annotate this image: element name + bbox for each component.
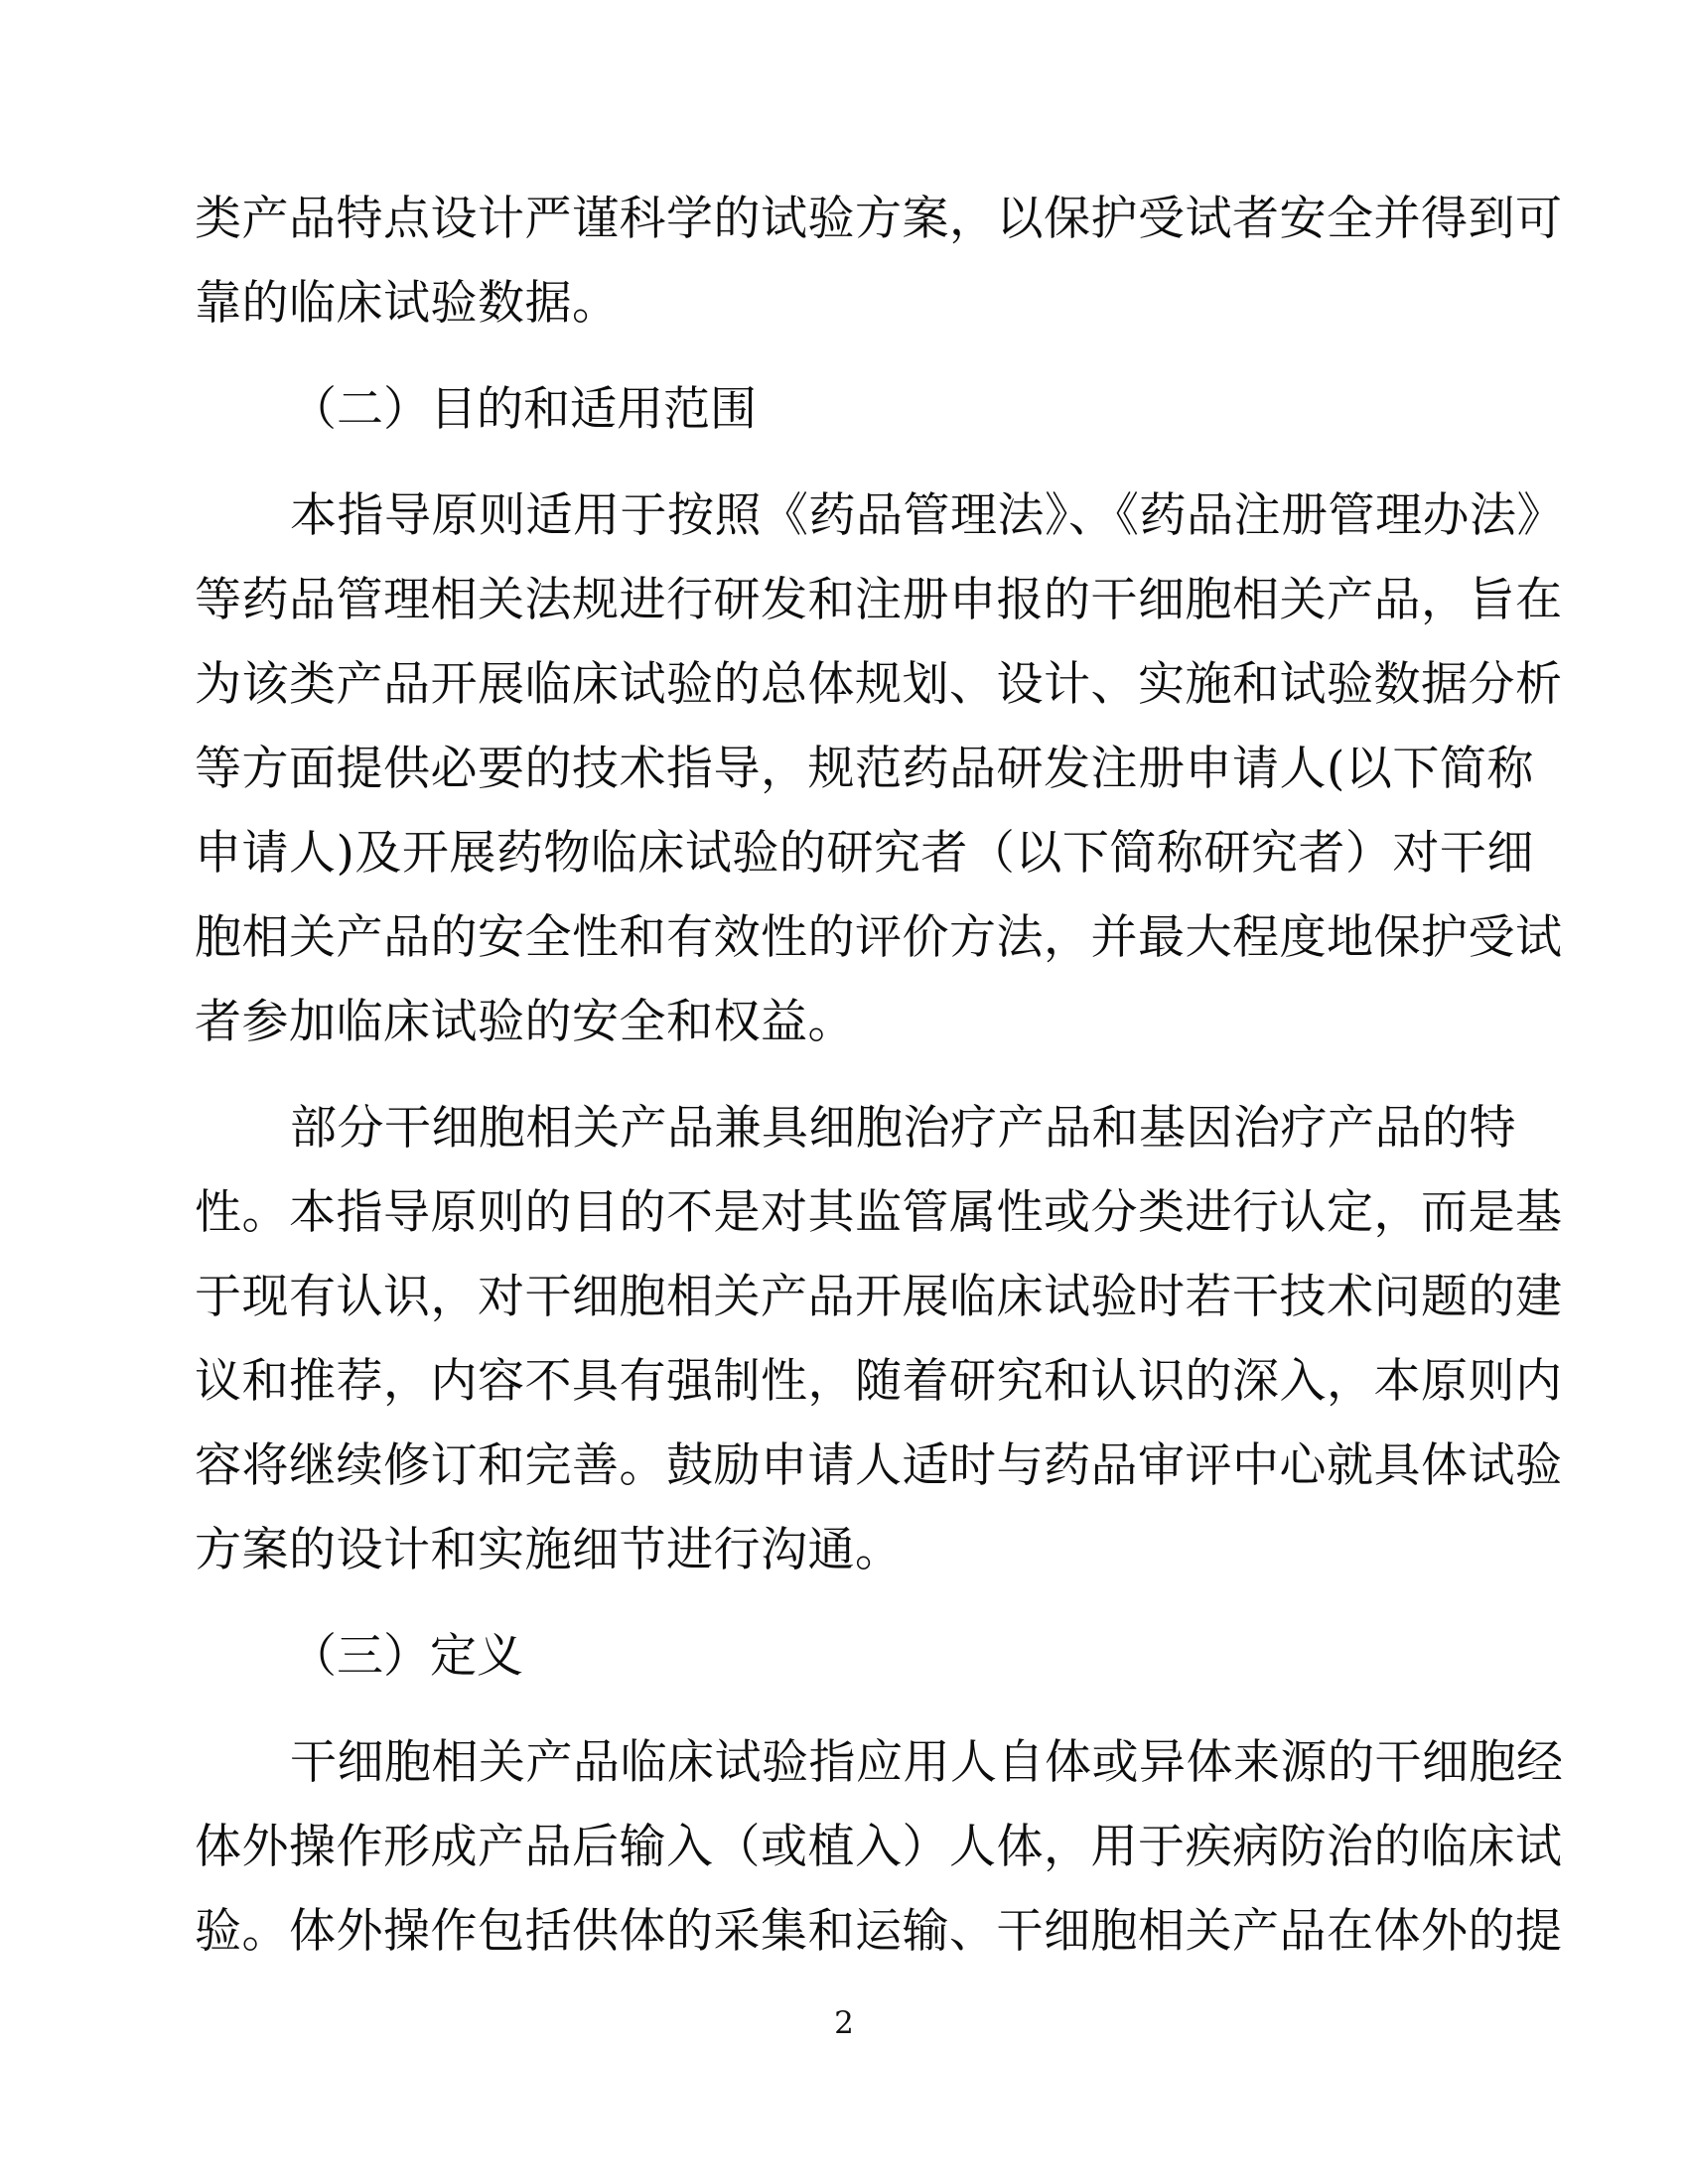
page-body — [195, 177, 1564, 1974]
text-line: 本指导原则适用于按照《药品管理法》、《药品注册管理办法》 — [290, 488, 1564, 543]
heading-line: （三）定义 — [290, 1629, 523, 1684]
text-line: 申请人)及开展药物临床试验的研究者（以下简称研究者）对干细 — [195, 826, 1534, 881]
page-number: 2 — [834, 2005, 854, 2041]
text-line: 类产品特点设计严谨科学的试验方案，以保护受试者安全并得到可 — [195, 192, 1563, 246]
text-line: 等方面提供必要的技术指导，规范药品研发注册申请人(以下简称 — [195, 742, 1534, 796]
text-line: 干细胞相关产品临床试验指应用人自体或异体来源的干细胞经 — [290, 1735, 1564, 1790]
text-line: 体外操作形成产品后输入（或植入）人体，用于疾病防治的临床试 — [195, 1820, 1563, 1874]
text-line: 于现有认识，对干细胞相关产品开展临床试验时若干技术问题的建 — [195, 1270, 1563, 1324]
text-line: 验。体外操作包括供体的采集和运输、干细胞相关产品在体外的提 — [195, 1904, 1563, 1959]
text-line: 等药品管理相关法规进行研发和注册申报的干细胞相关产品，旨在 — [195, 573, 1563, 627]
text-line: 议和推荐，内容不具有强制性，随着研究和认识的深入，本原则内 — [195, 1354, 1563, 1409]
block-spacer — [195, 1699, 1485, 1720]
text-line: 为该类产品开展临床试验的总体规划、设计、实施和试验数据分析 — [195, 657, 1563, 712]
text-line: 容将继续修订和完善。鼓励申请人适时与药品审评中心就具体试验 — [195, 1438, 1563, 1493]
block-spacer — [195, 1064, 1485, 1086]
text-line: 性。本指导原则的目的不是对其监管属性或分类进行认定，而是基 — [195, 1185, 1563, 1240]
text-line: 胞相关产品的安全性和有效性的评价方法，并最大程度地保护受试 — [195, 910, 1563, 965]
block-spacer — [195, 345, 1485, 367]
block-spacer — [195, 452, 1485, 474]
heading-line: （二）目的和适用范围 — [290, 382, 757, 437]
text-line: 靠的临床试验数据。 — [195, 276, 620, 331]
text-line: 方案的设计和实施细节进行沟通。 — [195, 1523, 903, 1577]
text-line: 者参加临床试验的安全和权益。 — [195, 995, 855, 1049]
block-spacer — [195, 1592, 1485, 1614]
text-line: 部分干细胞相关产品兼具细胞治疗产品和基因治疗产品的特 — [290, 1101, 1516, 1156]
